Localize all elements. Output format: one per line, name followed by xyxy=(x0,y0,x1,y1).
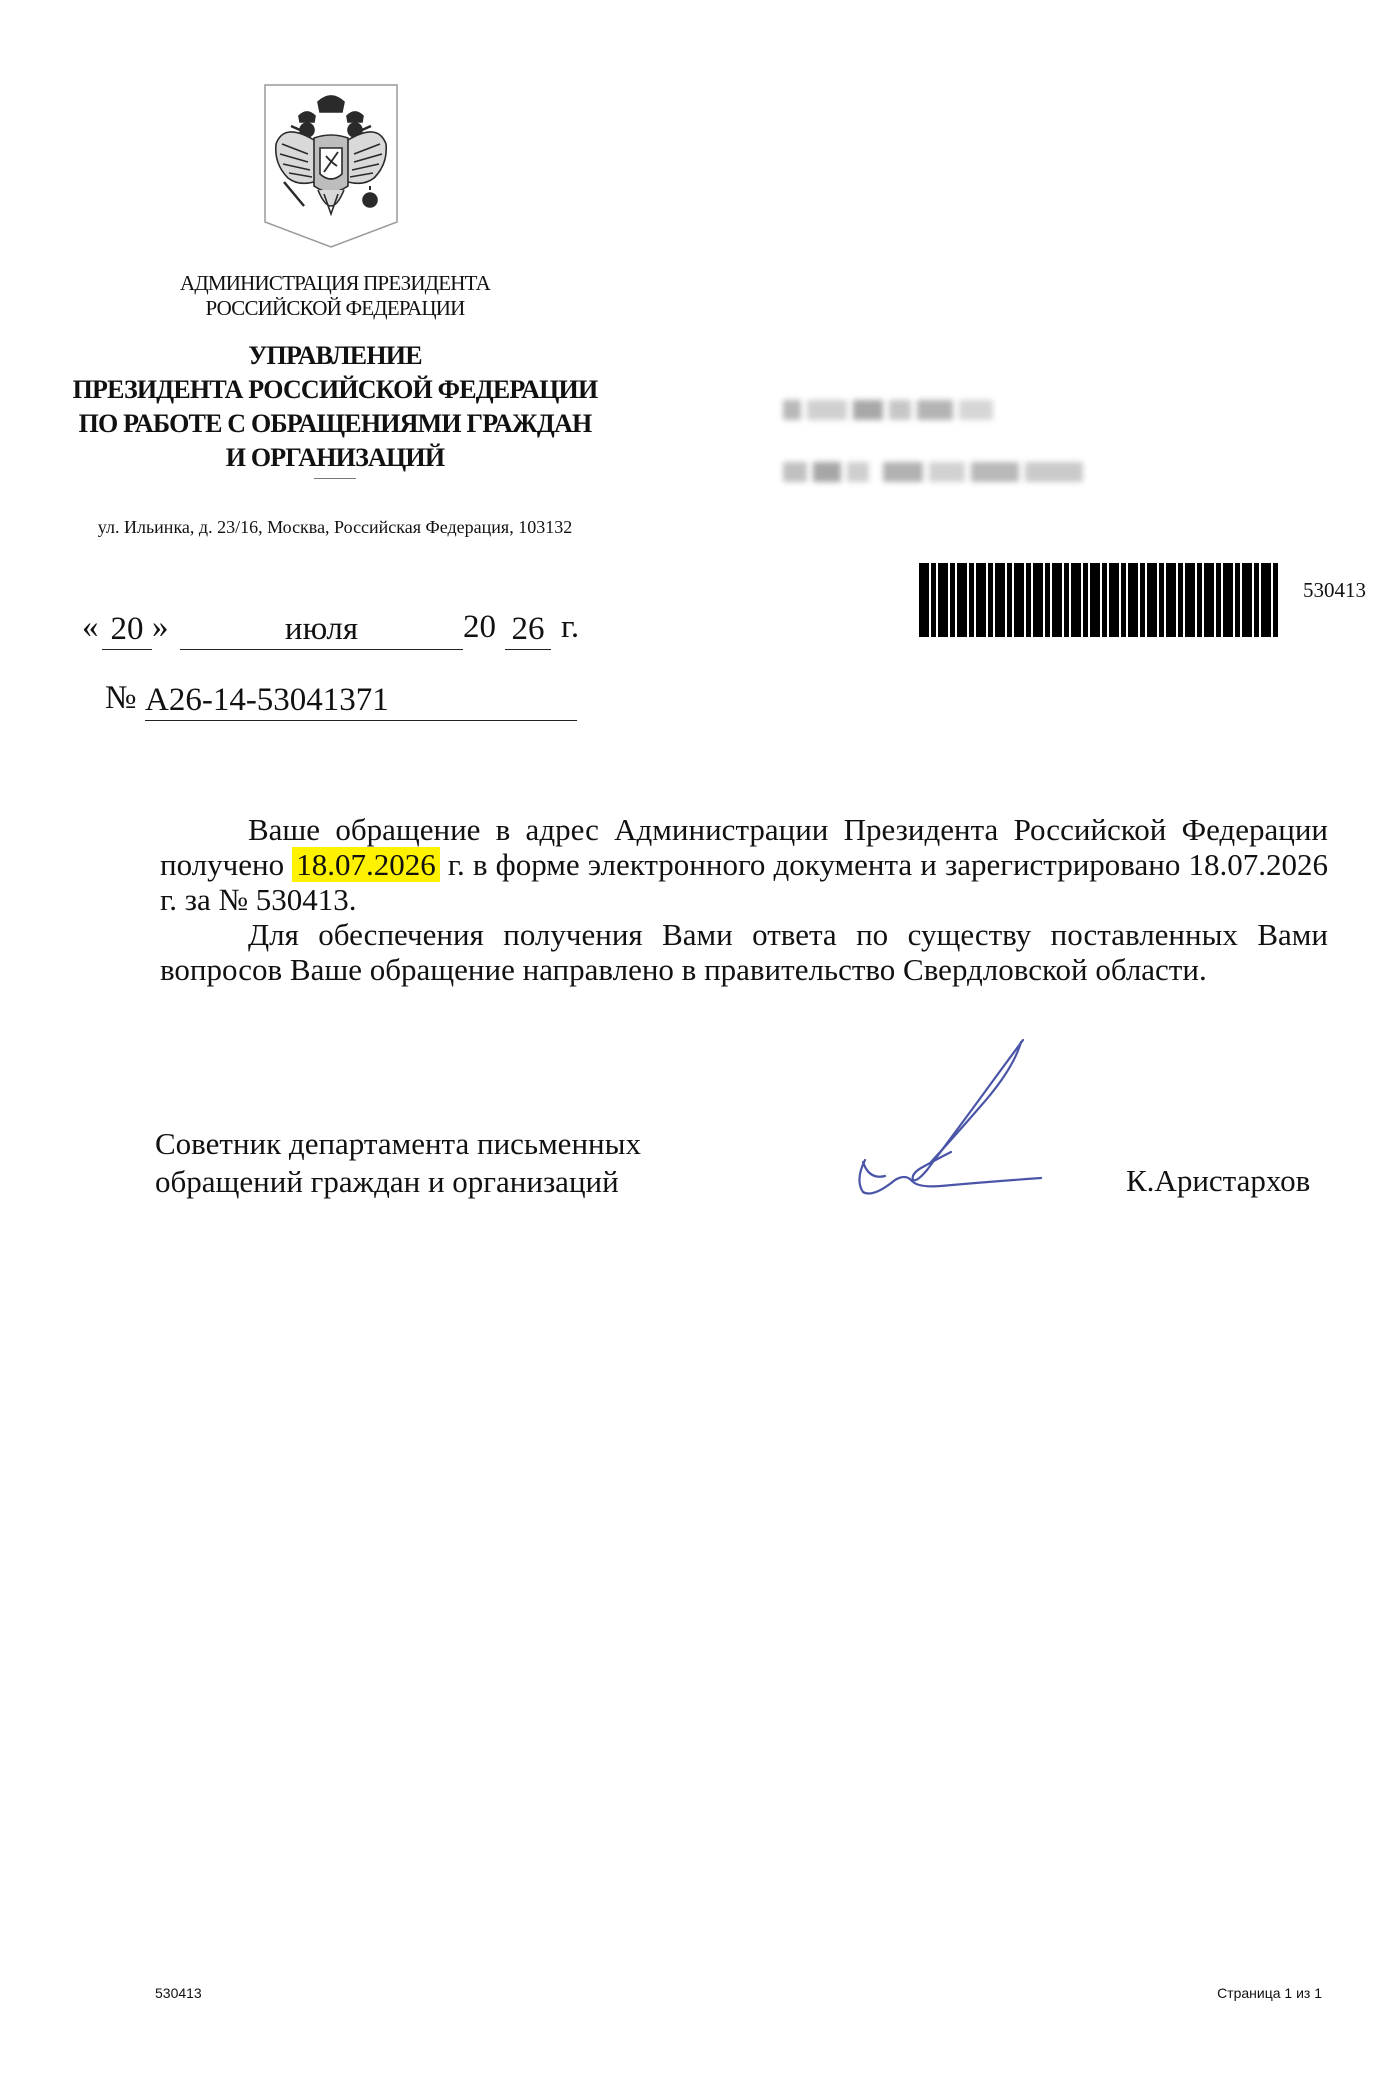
document-number-sign: № xyxy=(105,680,137,716)
date-month: июля xyxy=(180,609,463,650)
admin-name-line2: РОССИЙСКОЙ ФЕДЕРАЦИИ xyxy=(205,296,465,320)
department-address: ул. Ильинка, д. 23/16, Москва, Российская Федерация, 103132 xyxy=(97,517,573,537)
barcode-number: 530413 xyxy=(1303,578,1366,602)
date-suffix: г. xyxy=(561,609,580,645)
date-day: 20 xyxy=(102,609,152,650)
signer-position: Советник департамента письменных обращений граждан и организаций xyxy=(155,1126,641,1199)
department-name-line4: И ОРГАНИЗАЦИЙ xyxy=(225,443,445,472)
department-name-line3: ПО РАБОТЕ С ОБРАЩЕНИЯМИ ГРАЖДАН xyxy=(78,409,592,438)
handwritten-signature xyxy=(845,1030,1045,1205)
letter-body xyxy=(160,812,1328,987)
body-paragraph-2: Для обеспечения получения Вами ответа по существу поставленных Вами вопросов Ваше обращение направлено в правительство Свердловской области. xyxy=(160,917,1328,987)
department-name-line2: ПРЕЗИДЕНТА РОССИЙСКОЙ ФЕДЕРАЦИИ xyxy=(72,375,598,404)
date-year: 26 xyxy=(505,609,551,650)
footer-page-number: Страница 1 из 1 xyxy=(1217,1985,1322,2001)
redacted-addressee-line2 xyxy=(783,462,1083,482)
body-paragraph-1: Ваше обращение в адрес Администрации Президента Российской Федерации получено 18.07.2026 г. в форме электронного документа и зарегистрировано 18.07.2026 г. за № 530413. xyxy=(160,812,1328,917)
date-close-quote: » xyxy=(152,609,169,645)
department-name-line1: УПРАВЛЕНИЕ xyxy=(248,341,422,370)
received-date-highlight: 18.07.2026 xyxy=(292,847,440,882)
double-headed-eagle-icon xyxy=(262,82,400,250)
admin-name-line1: АДМИНИСТРАЦИЯ ПРЕЗИДЕНТА xyxy=(180,271,490,295)
letterhead-divider xyxy=(314,478,356,479)
footer-registration-number: 530413 xyxy=(155,1985,202,2001)
date-open-quote: « xyxy=(82,609,99,645)
document-number: А26-14-53041371 xyxy=(145,680,577,721)
signer-name: К.Аристархов xyxy=(1126,1163,1311,1198)
date-century: 20 xyxy=(463,609,496,645)
barcode xyxy=(919,563,1279,637)
redacted-addressee-line1 xyxy=(783,400,993,420)
